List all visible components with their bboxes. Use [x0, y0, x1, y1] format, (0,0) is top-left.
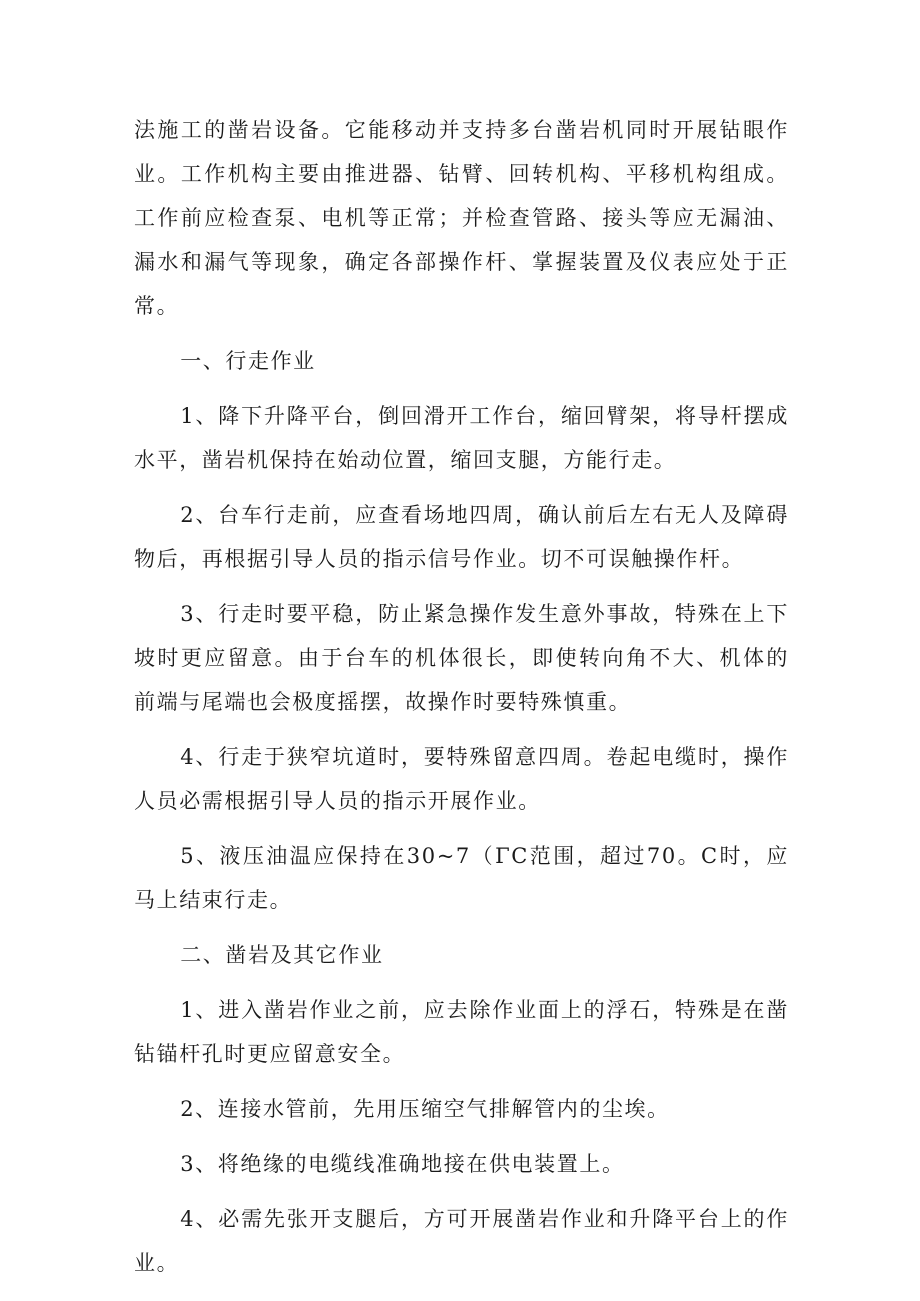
paragraph-walking-5: 5、液压油温应保持在30~7（ΓC范围，超过70。C时，应马上结束行走。 [134, 844, 789, 912]
paragraph-drilling-2: 2、连接水管前，先用压缩空气排解管内的尘埃。 [180, 1097, 670, 1121]
paragraph-drilling-3: 3、将绝缘的电缆线准确地接在供电装置上。 [180, 1152, 625, 1176]
paragraph-walking-2: 2、台车行走前，应查看场地四周，确认前后左右无人及障碍物后，再根据引导人员的指示信号作业。切不可误触操作杆。 [134, 503, 789, 571]
section-heading-walking: 一、行走作业 [180, 349, 316, 373]
document-body [134, 108, 789, 1296]
paragraph-walking-3: 3、行走时要平稳，防止紧急操作发生意外事故，特殊在上下坡时更应留意。由于台车的机体很长，即使转向角不大、机体的前端与尾端也会极度摇摆，故操作时要特殊慎重。 [134, 602, 789, 714]
section-heading-drilling: 二、凿岩及其它作业 [180, 943, 384, 967]
paragraph-drilling-1: 1、进入凿岩作业之前，应去除作业面上的浮石，特殊是在凿钻锚杆孔时更应留意安全。 [134, 998, 789, 1066]
paragraph-intro: 法施工的凿岩设备。它能移动并支持多台凿岩机同时开展钻眼作业。工作机构主要由推进器、钻臂、回转机构、平移机构组成。工作前应检查泵、电机等正常；并检查管路、接头等应无漏油、漏水和漏气等现象，确定各部操作杆、掌握装置及仪表应处于正常。 [134, 118, 789, 318]
paragraph-drilling-4: 4、必需先张开支腿后，方可开展凿岩作业和升降平台上的作业。 [134, 1207, 789, 1275]
paragraph-walking-4: 4、行走于狭窄坑道时，要特殊留意四周。卷起电缆时，操作人员必需根据引导人员的指示开展作业。 [134, 745, 789, 813]
paragraph-walking-1: 1、降下升降平台，倒回滑开工作台，缩回臂架，将导杆摆成水平，凿岩机保持在始动位置，缩回支腿，方能行走。 [134, 404, 789, 472]
